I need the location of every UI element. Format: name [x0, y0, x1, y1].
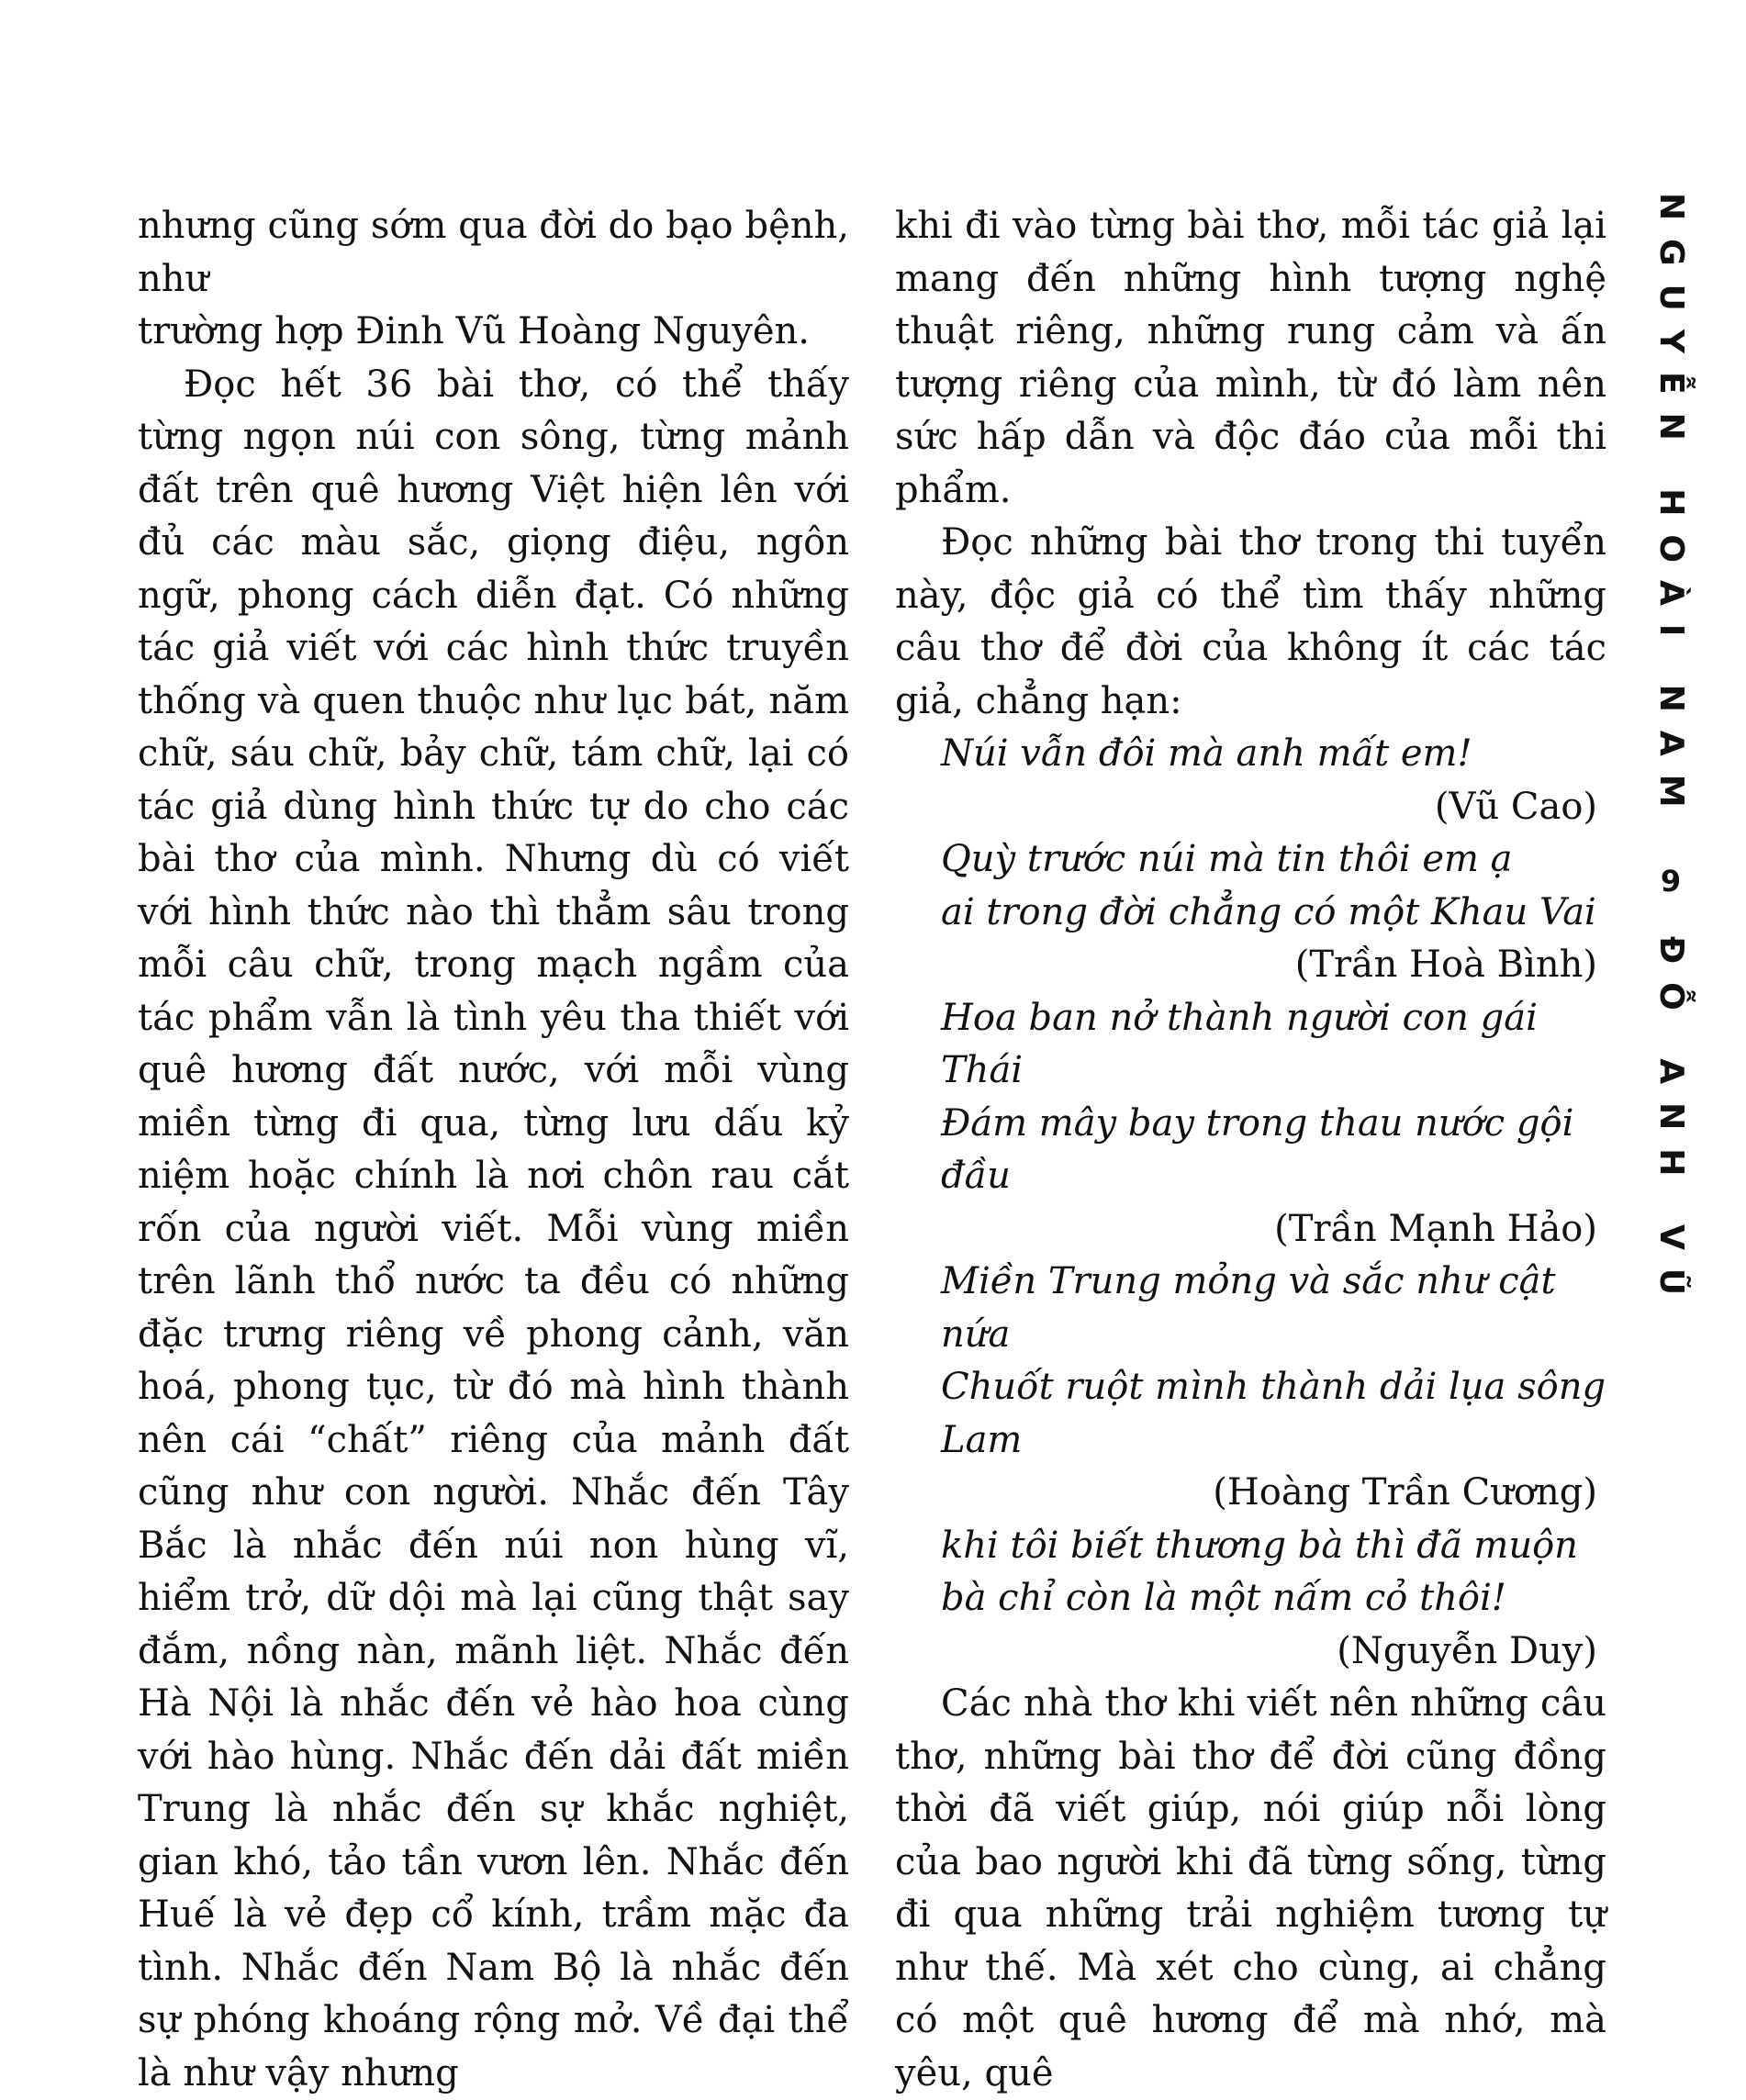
left-paragraph-2: Đọc hết 36 bài thơ, có thể thấy từng ngọn núi con sông, từng mảnh đất trên quê hương Việt hiện lên với đủ các màu sắc, giọng điệu, ngôn ngữ, phong cách diễn đạt. Có những tác giả viết với các hình thức truyền thống và quen thuộc như lục bát, năm chữ, sáu chữ, bảy chữ, tám chữ, lại có tác giả dùng hình thức tự do cho các bài thơ của mình. Nhưng dù có viết với hình thức nào thì thẳm sâu trong mỗi câu chữ, trong mạch ngầm của tác phẩm vẫn là tình yêu tha thiết với quê hương đất nước, với mỗi vùng miền từng đi qua, từng lưu dấu kỷ niệm hoặc chính là nơi chôn rau cắt rốn của người viết. Mỗi vùng miền trên lãnh thổ nước ta đều có những đặc trưng riêng về phong cảnh, văn hoá, phong tục, từ đó mà hình thành nên cái “chất” riêng của mảnh đất cũng như con người. Nhắc đến Tây Bắc là nhắc đến núi non hùng vĩ, hiểm trở, dữ dội mà lại cũng thật say đắm, nồng nàn, mãnh liệt. Nhắc đến Hà Nội là nhắc đến vẻ hào hoa cùng với hào hùng. Nhắc đến dải đất miền Trung là nhắc đến sự khắc nghiệt, gian khó, tảo tần vươn lên. Nhắc đến Huế là vẻ đẹp cổ kính, trầm mặc đa tình. Nhắc đến Nam Bộ là nhắc đến sự phóng khoáng rộng mở. Về đại thể là như vậy nhưng [138, 359, 849, 2100]
left-paragraph-1: nhưng cũng sớm qua đời do bạo bệnh, như trường hợp Đinh Vũ Hoàng Nguyên. [138, 200, 849, 359]
running-header-author-2: ĐỖ ANH VŨ [1654, 936, 1687, 1313]
right-paragraph-1: khi đi vào từng bài thơ, mỗi tác giả lại mang đến những hình tượng nghệ thuật riêng, những rung cảm và ấn tượng riêng của mình, từ đó làm nên sức hấp dẫn và độc đáo của mỗi thi phẩm. [895, 200, 1606, 517]
right-column [895, 200, 1606, 2100]
quote-verse: Quỳ trước núi mà tin thôi em ạ ai trong đời chẳng có một Khau Vai [895, 833, 1606, 939]
quote-author: (Trần Hoà Bình) [895, 939, 1606, 992]
quote-author: (Nguyễn Duy) [895, 1625, 1606, 1679]
left-column [138, 200, 849, 2100]
quote-author: (Trần Mạnh Hảo) [895, 1203, 1606, 1257]
quote-author: (Vũ Cao) [895, 781, 1606, 834]
quote-verse: Miền Trung mỏng và sắc như cật nứa Chuốt ruột mình thành dải lụa sông Lam [895, 1256, 1606, 1467]
right-paragraph-2: Đọc những bài thơ trong thi tuyển này, độc giả có thể tìm thấy những câu thơ để đời của không ít các tác giả, chẳng hạn: [895, 517, 1606, 728]
running-header [1643, 193, 1698, 1092]
quote-verse: Hoa ban nở thành người con gái Thái Đám mây bay trong thau nước gội đầu [895, 992, 1606, 1203]
quote-verse: Núi vẫn đôi mà anh mất em! [895, 728, 1606, 781]
right-paragraph-3: Các nhà thơ khi viết nên những câu thơ, những bài thơ để đời cũng đồng thời đã viết giúp, nói giúp nỗi lòng của bao người khi đã từng sống, từng đi qua những trải nghiệm tương tự như thế. Mà xét cho cùng, ai chẳng có một quê hương để mà nhớ, mà yêu, quê [895, 1678, 1606, 2100]
page-number: 9 [1661, 866, 1681, 896]
running-header-author-1: NGUYỄN HOÀI NAM [1654, 193, 1687, 826]
quote-author: (Hoàng Trần Cương) [895, 1467, 1606, 1520]
quote-verse: khi tôi biết thương bà thì đã muộn bà chỉ còn là một nấm cỏ thôi! [895, 1520, 1606, 1625]
